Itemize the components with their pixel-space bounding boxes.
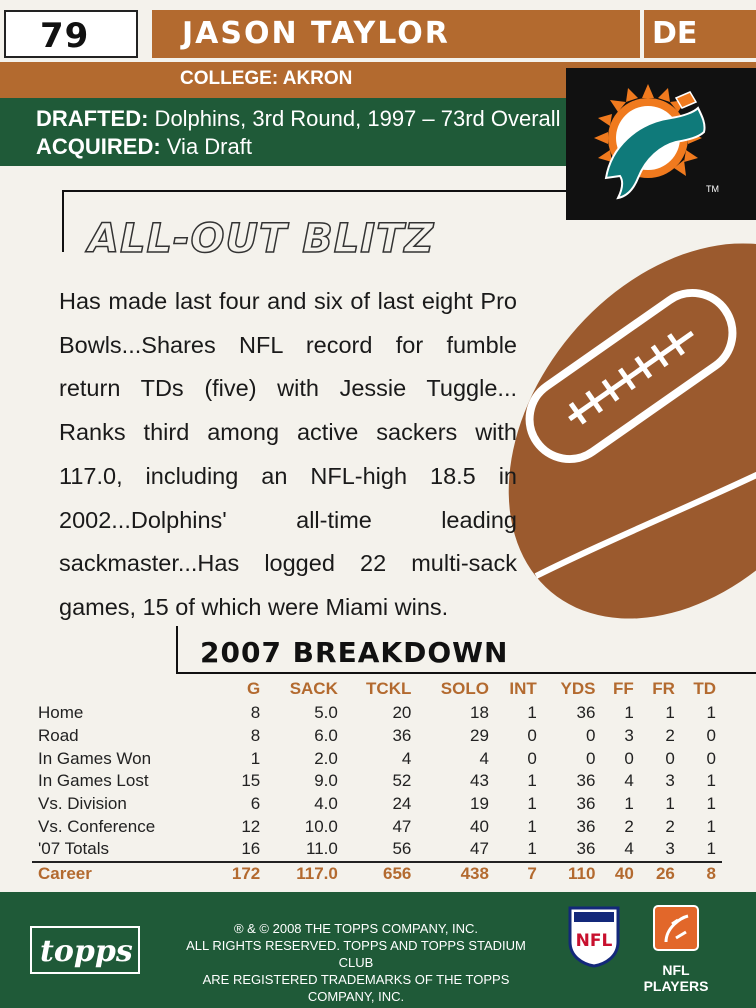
drafted-value: Dolphins, 3rd Round, 1997 – 73rd Overall xyxy=(148,106,561,131)
stat-cell: 5.0 xyxy=(314,703,338,723)
stat-cell: 47 xyxy=(392,816,412,836)
stat-cell: 1 xyxy=(706,816,716,836)
card-number: 79 xyxy=(40,16,90,56)
stats-row xyxy=(32,770,722,793)
stat-cell: 4 xyxy=(401,748,412,768)
stat-cell: 1 xyxy=(706,771,716,791)
player-bio: Has made last four and six of last eight Pro Bowls...Shares NFL record for fumble return TDs (five) with Jessie Tuggle... Ranks third among active sackers with 117.0, including an NFL-high 18.5 in 2002...Dolphins' all-time leading sackmaster...Has logged 22 multi-sack games, 15 of which were Miami wins. xyxy=(59,288,517,620)
stat-cell: 1 xyxy=(665,794,675,814)
row-label: '07 Totals xyxy=(38,839,109,859)
stat-cell: 7 xyxy=(495,862,543,886)
legal-text xyxy=(186,920,526,1005)
stat-cell: 172 xyxy=(217,862,266,886)
stat-cell: 0 xyxy=(527,726,537,746)
stats-table xyxy=(32,678,722,886)
stat-cell: 19 xyxy=(470,794,489,814)
nfl-players-icon xyxy=(636,902,716,958)
stat-cell: 26 xyxy=(640,862,681,886)
stat-cell: 47 xyxy=(470,839,489,859)
stat-cell: 0 xyxy=(585,726,596,746)
stat-cell: 1 xyxy=(624,794,634,814)
name-bar xyxy=(152,10,756,58)
team-logo-box xyxy=(566,68,756,220)
stat-cell: 3 xyxy=(624,726,634,746)
stats-row xyxy=(32,838,722,862)
row-label: Vs. Division xyxy=(38,794,127,814)
column-header: G xyxy=(247,679,261,698)
stat-cell: 117.0 xyxy=(266,862,344,886)
stat-cell: 36 xyxy=(576,816,596,836)
stat-cell: 9.0 xyxy=(314,771,338,791)
stat-cell: 110 xyxy=(543,862,602,886)
stat-cell: 36 xyxy=(392,726,412,746)
stat-cell: 1 xyxy=(706,839,716,859)
stat-cell: 4 xyxy=(479,748,489,768)
stat-cell: 4 xyxy=(624,771,634,791)
stat-cell: 1 xyxy=(665,703,675,723)
stat-cell: 2.0 xyxy=(314,748,338,768)
stat-cell: 2 xyxy=(624,816,634,836)
stats-body xyxy=(32,702,722,886)
stat-cell: 11.0 xyxy=(306,839,338,859)
nfl-players-label: NFL PLAYERS xyxy=(643,962,709,994)
stat-cell: 4 xyxy=(624,839,634,859)
column-header: SOLO xyxy=(440,679,489,698)
stat-cell: 0 xyxy=(624,748,634,768)
svg-text:TM: TM xyxy=(706,184,719,194)
stat-cell: 6.0 xyxy=(314,726,338,746)
column-header: TD xyxy=(693,679,716,698)
stat-cell: 40 xyxy=(601,862,639,886)
stat-cell: 8 xyxy=(250,703,261,723)
stat-cell: 0 xyxy=(706,748,716,768)
topps-logo xyxy=(30,926,140,974)
stat-cell: 1 xyxy=(527,703,537,723)
stat-cell: 18 xyxy=(470,703,489,723)
stat-cell: 3 xyxy=(665,839,675,859)
legal-line: ARE REGISTERED TRADEMARKS OF THE TOPPS COMPANY, INC. xyxy=(202,972,510,1004)
stat-cell: 29 xyxy=(470,726,489,746)
stat-cell: 56 xyxy=(392,839,412,859)
card-footer xyxy=(0,892,756,1008)
stat-cell: 1 xyxy=(250,748,261,768)
stat-cell: 10.0 xyxy=(304,816,338,836)
column-header: FR xyxy=(652,679,675,698)
stat-cell: 15 xyxy=(241,771,261,791)
stat-cell: 1 xyxy=(706,703,716,723)
row-label: Vs. Conference xyxy=(38,816,156,836)
player-name: JASON TAYLOR xyxy=(182,16,450,51)
row-label: Road xyxy=(38,726,79,746)
card-number-box xyxy=(4,10,138,58)
stat-cell: 1 xyxy=(624,703,634,723)
stats-row xyxy=(32,793,722,816)
topps-logo-text: topps xyxy=(40,934,133,969)
football-icon xyxy=(496,236,756,626)
stats-row xyxy=(32,747,722,770)
blitz-heading: ALL-OUT BLITZ xyxy=(88,216,435,262)
dolphins-logo-icon xyxy=(566,68,756,220)
stat-cell: 656 xyxy=(344,862,418,886)
row-label: In Games Lost xyxy=(38,771,149,791)
drafted-label: DRAFTED: xyxy=(36,106,149,131)
legal-line: ® & © 2008 THE TOPPS COMPANY, INC. xyxy=(233,921,479,936)
stat-cell: 1 xyxy=(706,794,716,814)
row-label: In Games Won xyxy=(38,748,152,768)
stat-cell: 2 xyxy=(665,816,675,836)
column-header: YDS xyxy=(560,679,596,698)
stat-cell: 36 xyxy=(576,771,596,791)
stat-cell: 8 xyxy=(250,726,261,746)
stat-cell: 24 xyxy=(392,794,412,814)
legal-line: ALL RIGHTS RESERVED. TOPPS AND TOPPS STADIUM CLUB xyxy=(186,938,526,970)
column-header: SACK xyxy=(289,679,338,698)
column-header: INT xyxy=(509,679,537,698)
stat-cell: 1 xyxy=(527,794,537,814)
drafted-line xyxy=(36,106,561,132)
acquired-label: ACQUIRED: xyxy=(36,134,161,159)
stat-cell: 16 xyxy=(241,839,261,859)
stat-cell: 4.0 xyxy=(314,794,338,814)
stat-cell: 1 xyxy=(527,816,537,836)
svg-text:NFL: NFL xyxy=(575,931,613,951)
acquired-value: Via Draft xyxy=(160,134,252,159)
stat-cell: 36 xyxy=(576,794,596,814)
stat-cell: 6 xyxy=(250,794,261,814)
acquired-line xyxy=(36,134,252,160)
column-header xyxy=(32,678,217,702)
player-position: DE xyxy=(652,16,698,51)
player-college: COLLEGE: AKRON xyxy=(180,68,353,89)
stats-row xyxy=(32,725,722,748)
career-row xyxy=(32,862,722,886)
row-label: Career xyxy=(32,862,217,886)
stats-header-row xyxy=(32,678,722,702)
stat-cell: 20 xyxy=(392,703,412,723)
stat-cell: 438 xyxy=(417,862,495,886)
stat-cell: 8 xyxy=(681,862,722,886)
stat-cell: 36 xyxy=(576,839,596,859)
stat-cell: 1 xyxy=(527,771,537,791)
column-header: TCKL xyxy=(366,679,412,698)
stat-cell: 0 xyxy=(527,748,537,768)
nfl-players-logo xyxy=(636,902,716,994)
stat-cell: 36 xyxy=(576,703,596,723)
stat-cell: 43 xyxy=(470,771,489,791)
row-label: Home xyxy=(38,703,84,723)
stats-row xyxy=(32,815,722,838)
stat-cell: 3 xyxy=(665,771,675,791)
stat-cell: 0 xyxy=(665,748,675,768)
stat-cell: 1 xyxy=(527,839,537,859)
stat-cell: 2 xyxy=(665,726,675,746)
stat-cell: 52 xyxy=(392,771,412,791)
stat-cell: 40 xyxy=(470,816,489,836)
stat-cell: 0 xyxy=(706,726,716,746)
stat-cell: 12 xyxy=(241,816,261,836)
stats-row xyxy=(32,702,722,725)
divider xyxy=(640,10,644,58)
breakdown-title: 2007 BREAKDOWN xyxy=(200,636,509,669)
nfl-shield-icon xyxy=(566,902,622,968)
column-header: FF xyxy=(613,679,634,698)
stat-cell: 0 xyxy=(585,748,596,768)
